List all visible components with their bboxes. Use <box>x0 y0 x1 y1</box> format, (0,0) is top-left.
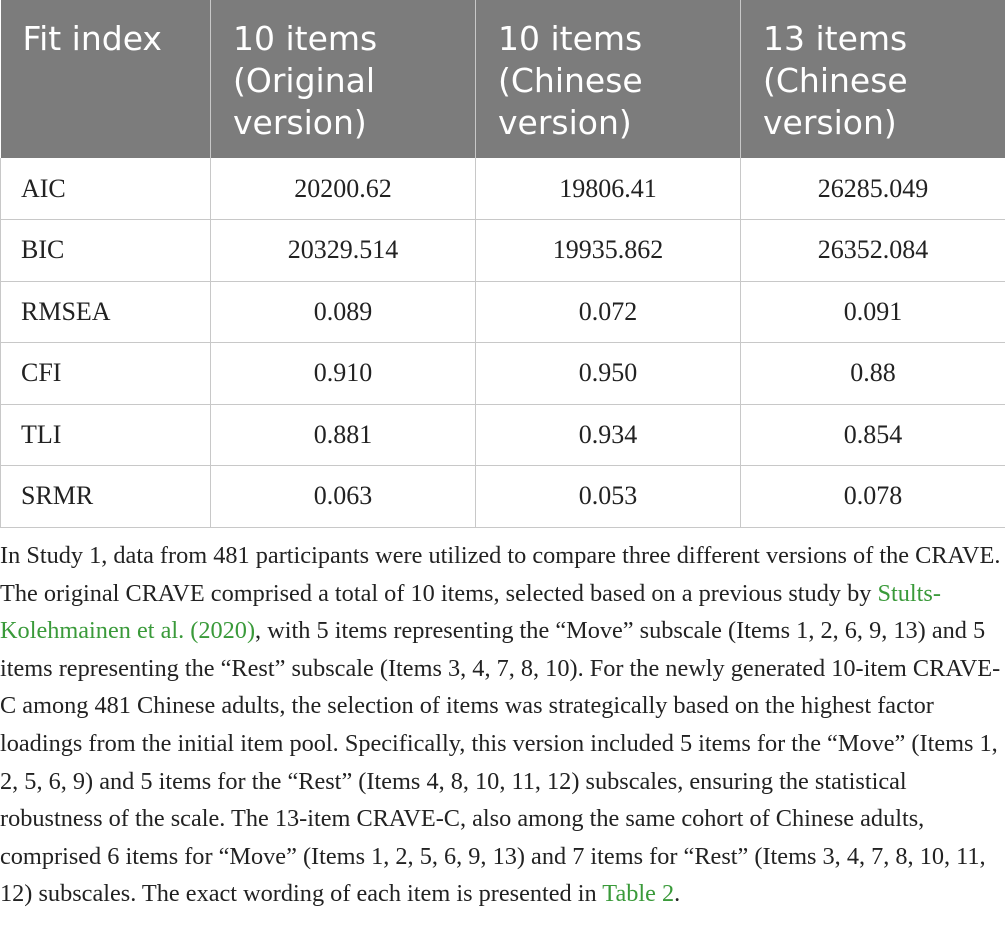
table-cell: 20200.62 <box>211 158 476 220</box>
table-row <box>1 404 1005 466</box>
table-row <box>1 220 1005 282</box>
table-footnote <box>0 537 1003 913</box>
table-cell: 0.053 <box>476 466 741 528</box>
table-cell: 26285.049 <box>741 158 1005 220</box>
table-cell: 0.072 <box>476 281 741 343</box>
table-cell: 0.089 <box>211 281 476 343</box>
table-cell: 0.934 <box>476 404 741 466</box>
row-label: TLI <box>1 404 211 466</box>
table-cell: 0.950 <box>476 343 741 405</box>
citation-link-stults-kolehmainen[interactable]: Stults-Kolehmainen et al. (2020) <box>0 579 941 645</box>
row-label: BIC <box>1 220 211 282</box>
table-cell: 0.091 <box>741 281 1005 343</box>
table-cell: 20329.514 <box>211 220 476 282</box>
row-label: RMSEA <box>1 281 211 343</box>
row-label: AIC <box>1 158 211 220</box>
table-body <box>1 158 1005 527</box>
header-10-items-original: 10 items (Original version) <box>211 0 476 158</box>
footnote-text: In Study 1, data from 481 participants were utilized to compare three different versions of the CRAVE. The original CRAVE comprised a total of 10 items, selected based on a previous study by <box>0 542 1001 607</box>
table-row <box>1 343 1005 405</box>
table-header <box>1 0 1005 158</box>
table-cell: 19935.862 <box>476 220 741 282</box>
header-13-items-chinese: 13 items (Chinese version) <box>741 0 1005 158</box>
table-cell: 0.063 <box>211 466 476 528</box>
header-10-items-chinese: 10 items (Chinese version) <box>476 0 741 158</box>
row-label: SRMR <box>1 466 211 528</box>
table-cell: 0.88 <box>741 343 1005 405</box>
table-cell: 26352.084 <box>741 220 1005 282</box>
row-label: CFI <box>1 343 211 405</box>
header-row <box>1 0 1005 158</box>
table-cell: 0.910 <box>211 343 476 405</box>
table-cell: 19806.41 <box>476 158 741 220</box>
footnote-text: , with 5 items representing the “Move” subscale (Items 1, 2, 6, 9, 13) and 5 items representing the “Rest” subscale (Items 3, 4, 7, 8, 10). For the newly generated 10-item CRAVE-C among 481 Chinese adults, the selection of items was strategically based on the highest factor loadings from the initial item pool. Specifically, this version included 5 items for the “Move” (Items 1, 2, 5, 6, 9) and 5 items for the “Rest” (Items 4, 8, 10, 11, 12) subscales, ensuring the statistical robustness of the scale. The 13-item CRAVE-C, also among the same cohort of Chinese adults, comprised 6 items for “Move” (Items 1, 2, 5, 6, 9, 13) and 7 items for “Rest” (Items 3, 4, 7, 8, 10, 11, 12) subscales. The exact wording of each item is presented in <box>0 617 1001 908</box>
table-cell: 0.854 <box>741 404 1005 466</box>
table-cell: 0.078 <box>741 466 1005 528</box>
table-cell: 0.881 <box>211 404 476 466</box>
table-row <box>1 281 1005 343</box>
table-row <box>1 466 1005 528</box>
footnote-text: . <box>674 880 681 908</box>
table-2-link[interactable]: Table 2 <box>602 880 675 908</box>
table-row <box>1 158 1005 220</box>
header-fit-index: Fit index <box>1 0 211 158</box>
